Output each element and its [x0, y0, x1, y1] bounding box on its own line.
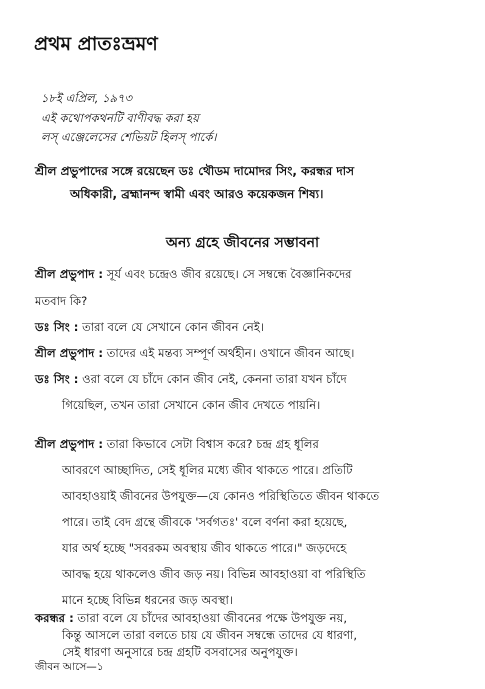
dialogue-text: পারে। তাই বেদ গ্রন্থে জীবকে 'সর্বগতঃ' বলে বর্ণনা করা হয়েছে,	[62, 515, 348, 529]
dialogue-text: যার অর্থ হচ্ছে "সবরকম অবস্থায় জীব থাকতে পারে।" জড়দেহে	[62, 541, 347, 555]
dialogue-line	[62, 462, 353, 481]
dialogue-text: মতবাদ কি?	[35, 294, 88, 308]
dialogue-line	[35, 345, 354, 364]
dialogue-line	[62, 592, 233, 611]
location-line: লস্ এঞ্জেলেসের শেভিয়ট হিলস্ পার্কে।	[41, 130, 217, 144]
intro-line-2: অধিকারী, ব্রহ্মানন্দ স্বামী এবং আরও কয়েকজন শিষ্য।	[70, 187, 324, 201]
dialogue-text: ওরা বলে যে চাঁদে কোন জীব নেই, কেননা তারা যখন চাঁদে	[78, 372, 347, 386]
dialogue-text: তারা কিভাবে সেটা বিশ্বাস করে? চন্দ্র গ্রহ ধূলির	[103, 437, 319, 451]
dialogue-text: তারা বলে যে সেখানে কোন জীবন নেই।	[78, 320, 264, 334]
section-heading: অন্য গ্রহে জীবনের সম্ভাবনা	[165, 235, 320, 251]
dialogue-line	[62, 514, 347, 533]
dialogue-line	[35, 266, 352, 285]
dialogue-line	[62, 540, 346, 559]
speaker-name: শ্রীল প্রভুপাদ :	[35, 267, 104, 281]
dialogue-line	[62, 566, 366, 585]
dialogue-text: গিয়েছিল, তখন তারা সেখানে কোন জীব দেখতে পায়নি।	[62, 398, 321, 412]
dialogue-line	[35, 371, 347, 390]
speaker-name: করন্ধর :	[35, 611, 74, 625]
dialogue-line	[62, 488, 379, 507]
recording-note: এই কথোপকথনটি বাণীবদ্ধ করা হয়	[41, 111, 199, 125]
dialogue-text: সূর্য এবং চন্দ্রেও জীব রয়েছে। সে সম্বন্ধে বৈজ্ঞানিকদের	[103, 267, 352, 281]
speaker-name: ডঃ সিং :	[35, 372, 79, 386]
speaker-name: শ্রীল প্রভুপাদ :	[35, 346, 104, 360]
speaker-name: শ্রীল প্রভুপাদ :	[35, 437, 104, 451]
dialogue-line	[35, 319, 264, 338]
date-line: ১৮ই এপ্রিল, ১৯৭৩	[41, 91, 132, 105]
dialogue-text: আবহাওয়াই জীবনের উপযুক্ত—যে কোনও পরিস্থিতিতে জীবন থাকতে	[62, 489, 380, 503]
intro-line-1: শ্রীল প্রভুপাদের সঙ্গে রয়েছেন ডঃ থৌডম দামোদর সিং, করন্ধর দাস	[35, 164, 355, 178]
dialogue-text: তারা বলে যে চাঁদের আবহাওয়া জীবনের পক্ষে উপযুক্ত নয়,	[73, 611, 348, 625]
dialogue-text: আবরণে আচ্ছাদিত, সেই ধূলির মধ্যে জীব থাকতে পারে। প্রতিটি	[62, 463, 353, 477]
dialogue-text: সেই ধারণা অনুসারে চন্দ্র গ্রহটি বসবাসের অনুপযুক্ত।	[62, 645, 298, 659]
speaker-name: ডঃ সিং :	[35, 320, 79, 334]
dialogue-text: কিন্তু আসলে তারা বলতে চায় যে জীবন সম্বন্ধে তাদের যে ধারণা,	[62, 628, 358, 642]
dialogue-text: মানে হচ্ছে বিভিন্ন ধরনের জড় অবস্থা।	[62, 593, 234, 607]
dialogue-text: তাদের এই মন্তব্য সম্পূর্ণ অর্থহীন। ওখানে জীবন আছে।	[103, 346, 355, 360]
dialogue-line	[35, 293, 87, 312]
dialogue-line	[62, 397, 320, 416]
dialogue-line	[35, 436, 319, 455]
page-title: প্রথম প্রাতঃভ্রমণ	[34, 33, 158, 55]
dialogue-text: আবদ্ধ হয়ে থাকলেও জীব জড় নয়। বিভিন্ন আবহাওয়া বা পরিস্থিতি	[62, 567, 366, 581]
page-footer: জীবন আসে—১	[35, 661, 104, 673]
